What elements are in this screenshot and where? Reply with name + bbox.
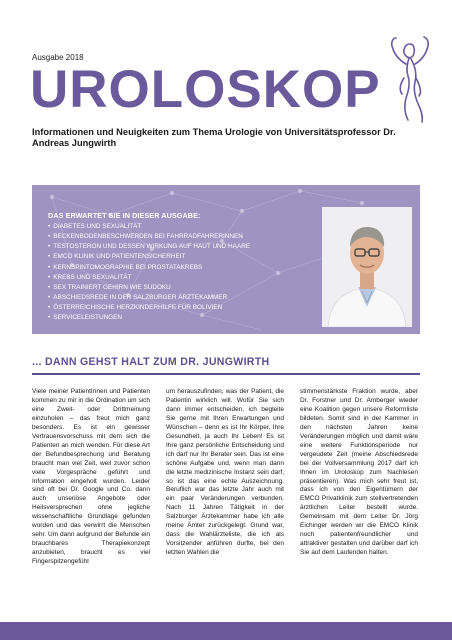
contents-item: • DIABETES UND SEXUALITÄT [48, 222, 250, 232]
article-column-3 [300, 388, 418, 558]
contents-item: • ABSCHIEDSREDE IN DER SALZBURGER ÄRZTEKAMMER [48, 293, 250, 303]
article-column-1 [32, 388, 150, 567]
article-paragraph: Viele meiner PatientInnen und Patienten kommen zu mir in die Ordination um sich eine Zweit- oder Drittmeinung einzuholen – das freut mich ganz besonders. Es ist ein gewisser Vertrauensvorschuss mit dem sich die Patienten an mich wenden. Für diese Art der Befundbesprechung und Beratung braucht man viel Zeit, weil zuvor schon viele Vorgespräche geführt und Information eingeholt wurden. Leider sind oft bei Dr. Google und Co. dann auch unseriöse Angebote oder Heilsversprechen ohne jegliche wissenschaftliche Grundlage gefunden worden und das verwirrt die Menschen sehr. Um dann aufgrund der Befunde ein brauchbares Therapiekonzept anzubieten, braucht es viel Fingerspitzengefühl [32, 388, 150, 566]
contents-item: • ÖSTERREICHISCHE HERZKINDERHILFE FÜR BOLIVIEN [48, 303, 250, 313]
article-paragraph: stimmenstärkste Fraktion wurde, aber Dr. Forstner und Dr. Amberger wieder eine Koalition gegen unsere Reformliste bildeten. Somit sind in der Kammer in den nächsten Jahren keine Veränderungen möglich und damit wäre eine weitere Funktionsperiode nur vergeudete Zeit (meine Abschiedsrede bei der Vollversammlung 2017 darf ich Ihnen im Uroloskop zum Nachlesen präsentieren). Was mich sehr freut ist, dass ich von den Eigentümern der EMCO Privatklinik zum stellvertretenden ärztlichen Leiter bestellt wurde. Gemeinsam mit dem Leiter Dr. Jörg Eichinger werden wir die EMCO Klinik noch patientenfreundlicher und attraktiver gestalten und darüber darf ich Sie auf dem Laufenden halten. [300, 388, 418, 557]
article-title: ... DANN GEHST HALT ZUM DR. JUNGWIRTH [32, 356, 270, 368]
article-column-2 [166, 388, 284, 558]
contents-list [48, 222, 250, 324]
tagline: Informationen und Neuigkeiten zum Thema Urologie von Universitätsprofessor Dr. Andreas Jungwirth [32, 127, 396, 148]
issue-label: Ausgabe 2018 [32, 53, 84, 62]
masthead-title: UROLOSKOP [30, 60, 381, 119]
contents-item: • KERNSPINTOMOGRAPHIE BEI PROSTATAKREBS [48, 263, 250, 273]
portrait-illustration [322, 207, 412, 327]
contents-item: • EMCO KLINIK UND PATIENTENSICHERHEIT [48, 252, 250, 262]
contents-item: • BECKENBODENBESCHWERDEN BEI FAHRRADFAHRERINNEN [48, 232, 250, 242]
figure-sketch-logo [382, 34, 438, 124]
contents-banner [32, 185, 420, 334]
footer-band [0, 622, 452, 640]
title-divider [32, 373, 420, 375]
article-paragraph: um herauszufinden, was der Patient, die Patientin wirklich will. Wofür Sie sich dann immer entscheiden, ich begleite Sie gerne mit Ihren Erwartungen und Wünschen – denn es ist Ihr Körper, Ihre Gesundheit, ja auch Ihr Leben! Es ist Ihre ganz persönliche Entscheidung und ich darf nur Ihr Berater sein. Das ist eine schöne Aufgabe und, wenn man dann die letzte medizinische Instanz sein darf, so ist das eine echte Auszeichnung. Beruflich war das letzte Jahr auch mit ein paar Veränderungen verbunden. Nach 11 Jahren Tätigkeit in der Salzburger Ärztekammer habe ich alle meine Ämter zurückgelegt. Grund war, dass die Wahlärzteliste, die ich als Vorsitzender anführen durfte, bei den letzten Wahlen die [166, 388, 284, 557]
banner-heading: DAS ERWARTET SIE IN DIESER AUSGABE: [48, 211, 201, 220]
contents-item: • SEX TRAINIERT GEHIRN WIE SUDOKU [48, 283, 250, 293]
contents-item: • TESTOSTERON UND DESSEN WIRKUNG AUF HAUT UND HAARE [48, 242, 250, 252]
contents-item: • SERVICELEISTUNGEN [48, 313, 250, 323]
doctor-portrait [322, 207, 412, 327]
contents-item: • KREBS UND SEXUALITÄT [48, 273, 250, 283]
